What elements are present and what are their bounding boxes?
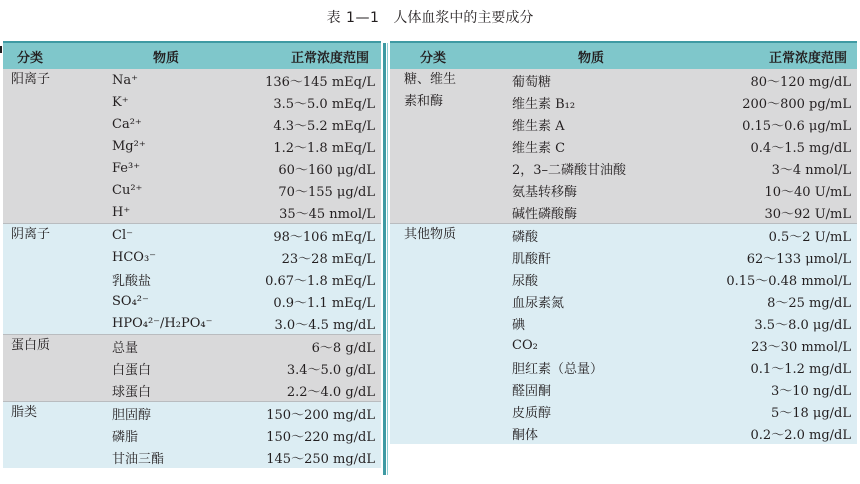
range-cell: 200～800 pg/mL	[742, 96, 851, 112]
table-row	[390, 378, 857, 400]
range-cell: 10～40 U/mL	[764, 184, 851, 200]
header-range: 正常浓度范围	[768, 50, 847, 66]
right-table-panel	[390, 41, 857, 444]
substance-cell: 酮体	[512, 427, 539, 443]
substance-cell: 2，3–二磷酸甘油酸	[512, 162, 627, 178]
substance-cell: 皮质醇	[512, 405, 552, 421]
category-group	[3, 334, 381, 401]
category-group	[390, 223, 857, 444]
table-row	[3, 446, 381, 468]
range-cell: 145～250 mg/dL	[266, 451, 375, 467]
substance-cell: 球蛋白	[112, 384, 152, 400]
category-label: 蛋白质	[11, 338, 51, 353]
range-cell: 0.67～1.8 mEq/L	[265, 273, 375, 289]
table-row	[3, 246, 381, 268]
range-cell: 60～160 μg/dL	[278, 162, 375, 178]
substance-cell: 甘油三酯	[112, 451, 165, 467]
table-row	[390, 290, 857, 312]
range-cell: 3.5～8.0 μg/dL	[754, 317, 851, 333]
table-row	[390, 157, 857, 179]
range-cell: 23～30 mmol/L	[751, 339, 851, 355]
table-row	[3, 69, 381, 91]
substance-cell: 总量	[112, 340, 139, 356]
table-row	[390, 422, 857, 444]
right-header-row	[390, 41, 857, 69]
left-header-row	[3, 41, 381, 69]
table-title	[0, 4, 860, 32]
range-cell: 1.2～1.8 mEq/L	[273, 140, 375, 156]
range-cell: 0.9～1.1 mEq/L	[273, 295, 375, 311]
substance-cell: Fe³⁺	[112, 160, 141, 176]
category-group	[3, 401, 381, 468]
table-row	[3, 268, 381, 290]
category-label: 糖、维生 素和酶	[404, 72, 457, 109]
substance-cell: Cl⁻	[112, 227, 133, 243]
substance-cell: 葡萄糖	[512, 74, 552, 90]
header-range: 正常浓度范围	[290, 50, 369, 66]
table-row	[3, 113, 381, 135]
substance-cell: Mg²⁺	[112, 138, 146, 154]
substance-cell: 磷脂	[112, 429, 139, 445]
substance-cell: Ca²⁺	[112, 116, 142, 132]
table-row	[390, 135, 857, 157]
table-row	[390, 356, 857, 378]
substance-cell: 醛固酮	[512, 383, 552, 399]
table-row	[3, 312, 381, 334]
substance-cell: H⁺	[112, 204, 131, 220]
header-substance: 物质	[578, 50, 605, 66]
table-row	[390, 224, 857, 246]
left-table-panel	[3, 41, 381, 468]
table-row	[3, 179, 381, 201]
range-cell: 62～133 μmol/L	[746, 251, 851, 267]
range-cell: 136～145 mEq/L	[265, 74, 375, 90]
table-row	[390, 201, 857, 223]
range-cell: 80～120 mg/dL	[750, 74, 851, 90]
substance-cell: 胆红素（总量）	[512, 361, 604, 377]
substance-cell: CO₂	[512, 337, 538, 353]
range-cell: 70～155 μg/dL	[278, 184, 375, 200]
substance-cell: K⁺	[112, 94, 129, 110]
substance-cell: 维生素 A	[512, 118, 565, 134]
table-row	[3, 335, 381, 357]
category-group	[390, 69, 857, 223]
table-row	[3, 379, 381, 401]
table-row	[3, 402, 381, 424]
substance-cell: Cu²⁺	[112, 182, 143, 198]
range-cell: 5～18 μg/dL	[770, 405, 851, 421]
substance-cell: 白蛋白	[112, 362, 152, 378]
category-label: 阴离子	[11, 227, 51, 242]
left-table-body	[3, 69, 381, 468]
substance-cell: 氨基转移酶	[512, 184, 578, 200]
range-cell: 3.0～4.5 mg/dL	[274, 317, 375, 333]
column-divider	[383, 43, 386, 475]
table-row	[3, 201, 381, 223]
range-cell: 98～106 mEq/L	[273, 229, 375, 245]
range-cell: 3～4 nmol/L	[771, 162, 851, 178]
range-cell: 35～45 nmol/L	[279, 206, 375, 222]
table-number: 表 1—1	[326, 10, 380, 26]
range-cell: 150～200 mg/dL	[266, 407, 375, 423]
range-cell: 0.15～0.6 μg/mL	[742, 118, 851, 134]
range-cell: 3～10 ng/dL	[771, 383, 851, 399]
substance-cell: 碱性磷酸酶	[512, 206, 578, 222]
range-cell: 8～25 mg/dL	[767, 295, 851, 311]
table-row	[3, 290, 381, 312]
substance-cell: Na⁺	[112, 72, 138, 88]
substance-cell: 胆固醇	[112, 407, 152, 423]
range-cell: 0.5～2 U/mL	[768, 229, 851, 245]
range-cell: 0.4～1.5 mg/dL	[750, 140, 851, 156]
substance-cell: 血尿素氮	[512, 295, 565, 311]
category-label: 脂类	[11, 405, 38, 420]
substance-cell: SO₄²⁻	[112, 293, 149, 309]
table-row	[390, 246, 857, 268]
category-label: 其他物质	[404, 227, 457, 242]
header-category: 分类	[17, 50, 44, 66]
range-cell: 150～220 mg/dL	[266, 429, 375, 445]
range-cell: 30～92 U/mL	[764, 206, 851, 222]
table-row	[3, 91, 381, 113]
edge-mark	[0, 46, 2, 53]
right-table-body	[390, 69, 857, 444]
table-row	[3, 157, 381, 179]
table-row	[3, 135, 381, 157]
table-row	[390, 69, 857, 91]
table-row	[390, 268, 857, 290]
range-cell: 6～8 g/dL	[311, 340, 375, 356]
table-row	[390, 312, 857, 334]
table-caption: 人体血浆中的主要成分	[393, 10, 534, 26]
header-category: 分类	[420, 50, 447, 66]
range-cell: 3.5～5.0 mEq/L	[273, 96, 375, 112]
substance-cell: HCO₃⁻	[112, 249, 157, 265]
range-cell: 3.4～5.0 g/dL	[286, 362, 375, 378]
column-divider-light	[387, 43, 388, 475]
range-cell: 2.2～4.0 g/dL	[286, 384, 375, 400]
range-cell: 0.15～0.48 mmol/L	[726, 273, 851, 289]
table-row	[3, 424, 381, 446]
substance-cell: 维生素 C	[512, 140, 566, 156]
category-group	[3, 223, 381, 334]
range-cell: 23～28 mEq/L	[281, 251, 375, 267]
range-cell: 0.1～1.2 mg/dL	[750, 361, 851, 377]
substance-cell: 磷酸	[512, 229, 539, 245]
substance-cell: 尿酸	[512, 273, 539, 289]
table-row	[390, 334, 857, 356]
category-group	[3, 69, 381, 223]
substance-cell: HPO₄²⁻/H₂PO₄⁻	[112, 315, 213, 331]
substance-cell: 碘	[512, 317, 526, 333]
table-row	[390, 400, 857, 422]
table-row	[3, 357, 381, 379]
substance-cell: 乳酸盐	[112, 273, 152, 289]
range-cell: 0.2～2.0 mg/dL	[750, 427, 851, 443]
table-row	[3, 224, 381, 246]
substance-cell: 肌酸酐	[512, 251, 552, 267]
header-substance: 物质	[153, 50, 180, 66]
table-row	[390, 113, 857, 135]
table-row	[390, 179, 857, 201]
category-label: 阳离子	[11, 72, 51, 87]
range-cell: 4.3～5.2 mEq/L	[273, 118, 375, 134]
substance-cell: 维生素 B₁₂	[512, 96, 576, 112]
table-row	[390, 91, 857, 113]
